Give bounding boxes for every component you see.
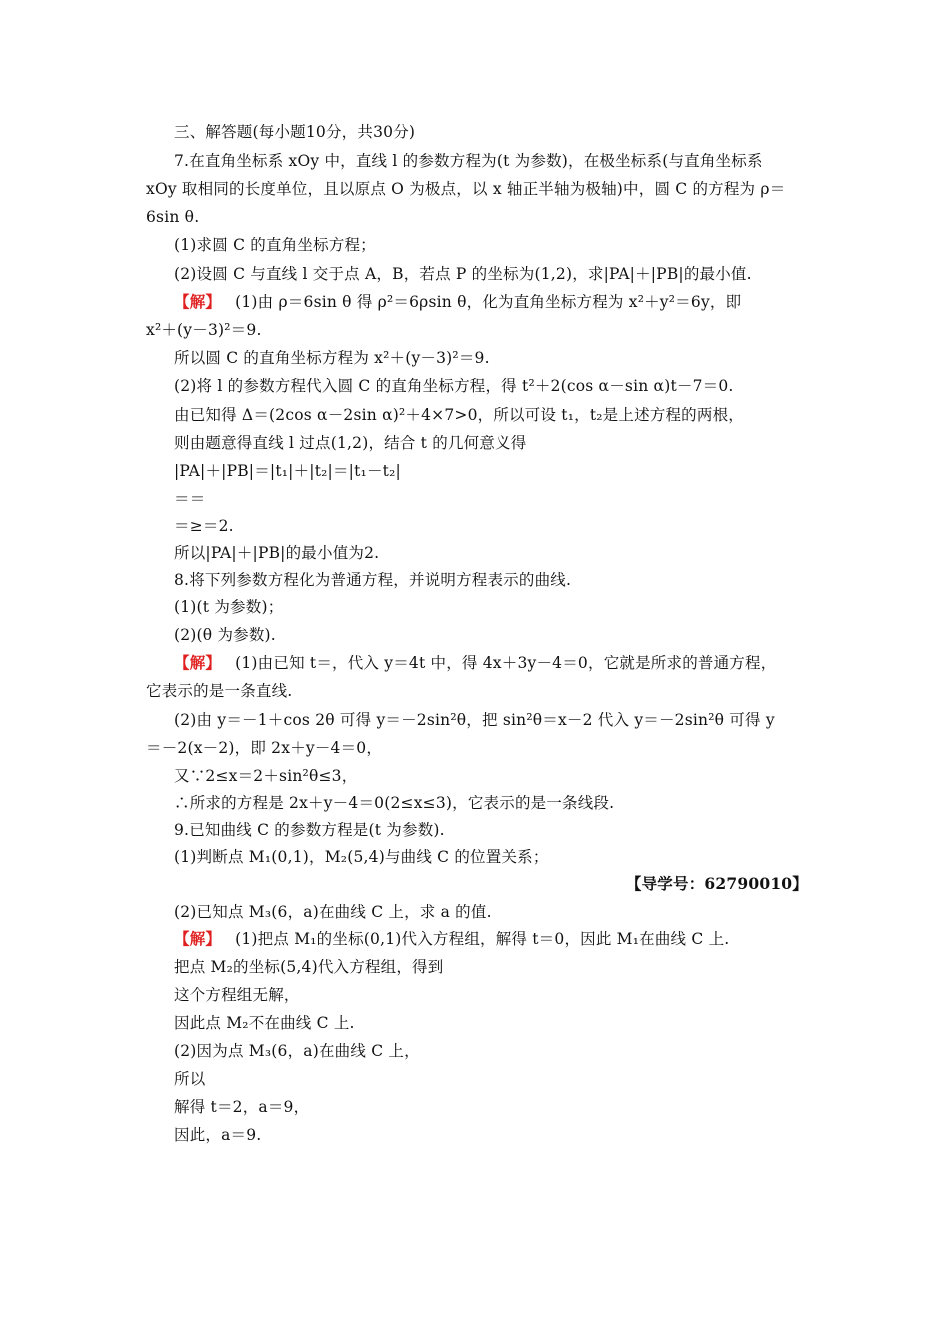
solution-9-line2: 把点 M₂的坐标(5,4)代入方程组，得到: [174, 958, 444, 976]
solution-9-line6: 所以: [174, 1070, 206, 1088]
solution-7-line7: |PA|＋|PB|＝|t₁|＋|t₂|＝|t₁－t₂|: [174, 462, 401, 480]
question-9: 9.已知曲线 C 的参数方程是(t 为参数).: [174, 821, 445, 839]
solution-8-line3: (2)由 y＝－1＋cos 2θ 可得 y＝－2sin²θ，把 sin²θ＝x－2 代入 y＝－2sin²θ 可得 y: [174, 711, 775, 729]
solution-7-line1: 【解】 (1)由 ρ＝6sin θ 得 ρ²＝6ρsin θ，化为直角坐标方程为 x²＋y²＝6y，即: [174, 292, 742, 311]
question-7-part2: (2)设圆 C 与直线 l 交于点 A，B，若点 P 的坐标为(1,2)，求|PA|＋|PB|的最小值.: [174, 265, 752, 283]
question-8-part2: (2)(θ 为参数).: [174, 626, 276, 644]
solution-9-line1: 【解】 (1)把点 M₁的坐标(0,1)代入方程组，解得 t＝0，因此 M₁在曲线 C 上.: [174, 929, 730, 948]
solution-7-line8: ＝＝: [174, 490, 206, 508]
solution-7-line6: 则由题意得直线 l 过点(1,2)，结合 t 的几何意义得: [174, 434, 527, 452]
solution-9-line8: 因此，a＝9.: [174, 1126, 262, 1144]
solution-7-line10: 所以|PA|＋|PB|的最小值为2.: [174, 544, 380, 562]
solution-8-line4: ＝－2(x－2)，即 2x＋y－4＝0，: [146, 739, 383, 757]
solution-tag: 【解】: [174, 929, 222, 948]
section-heading: 三、解答题(每小题10分，共30分): [174, 123, 416, 141]
solution-9-line4: 因此点 M₂不在曲线 C 上.: [174, 1014, 355, 1032]
guide-number: 【导学号：62790010】: [625, 874, 808, 893]
solution-tag: 【解】: [174, 292, 222, 311]
question-8-part1: (1)(t 为参数)；: [174, 598, 284, 616]
question-9-part2: (2)已知点 M₃(6，a)在曲线 C 上，求 a 的值.: [174, 903, 492, 921]
solution-9-line5: (2)因为点 M₃(6，a)在曲线 C 上，: [174, 1042, 420, 1060]
solution-7-line3: 所以圆 C 的直角坐标方程为 x²＋(y－3)²＝9.: [174, 349, 490, 367]
solution-8-line1: 【解】 (1)由已知 t＝，代入 y＝4t 中，得 4x＋3y－4＝0，它就是所求的普通方程，: [174, 653, 777, 672]
solution-8-line2: 它表示的是一条直线.: [146, 682, 293, 700]
question-7-line2: xOy 取相同的长度单位，且以原点 O 为极点，以 x 轴正半轴为极轴)中，圆 C 的方程为 ρ＝: [146, 180, 786, 198]
solution-9-line3: 这个方程组无解，: [174, 986, 300, 1004]
solution-tag: 【解】: [174, 653, 222, 672]
question-8: 8.将下列参数方程化为普通方程，并说明方程表示的曲线.: [174, 571, 572, 589]
solution-8-line5: 又∵2≤x＝2＋sin²θ≤3，: [174, 767, 358, 785]
solution-7-line5: 由已知得 Δ＝(2cos α－2sin α)²＋4×7>0，所以可设 t₁，t₂是上述方程的两根，: [174, 406, 744, 424]
question-7: 7.在直角坐标系 xOy 中，直线 l 的参数方程为(t 为参数)，在极坐标系(与直角坐标系: [174, 152, 763, 170]
question-7-line3: 6sin θ.: [146, 208, 200, 226]
question-9-part1: (1)判断点 M₁(0,1)，M₂(5,4)与曲线 C 的位置关系；: [174, 848, 549, 866]
solution-7-line2: x²＋(y－3)²＝9.: [146, 321, 262, 339]
solution-8-line6: ∴所求的方程是 2x＋y－4＝0(2≤x≤3)，它表示的是一条线段.: [174, 794, 615, 812]
solution-7-line9: ＝≥＝2.: [174, 517, 234, 535]
question-7-part1: (1)求圆 C 的直角坐标方程；: [174, 236, 376, 254]
solution-7-line4: (2)将 l 的参数方程代入圆 C 的直角坐标方程，得 t²＋2(cos α－sin α)t－7＝0.: [174, 377, 734, 395]
solution-9-line7: 解得 t＝2，a＝9，: [174, 1098, 310, 1116]
